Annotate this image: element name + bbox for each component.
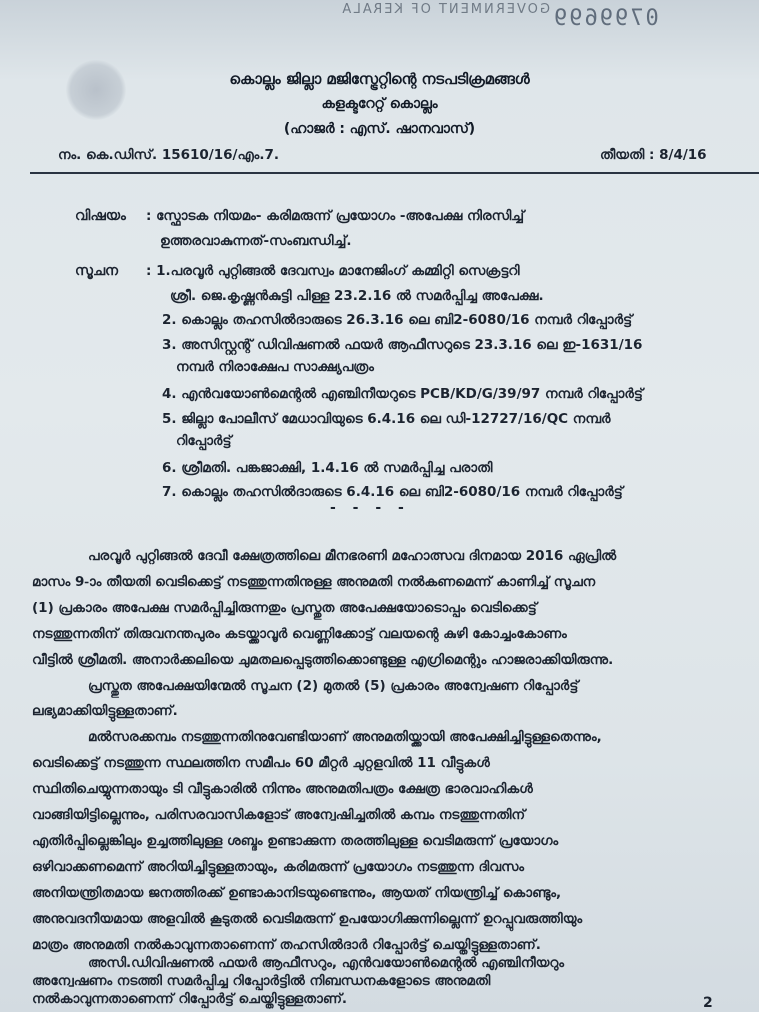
reference-item: : 1.പരവൂർ പുറ്റിങ്ങൽ ദേവസ്വം മാനേജിംഗ് കമ്മിറ്റി സെക്രട്ടറി bbox=[146, 263, 520, 279]
header-present: (ഹാജർ : എസ്. ഷാനവാസ്) bbox=[283, 121, 476, 137]
body-line: വാങ്ങിയിട്ടില്ലെന്നും, പരിസരവാസികളോട് അന്വേഷിച്ചതിൽ കമ്പം നടത്തുന്നതിന് bbox=[32, 807, 526, 823]
subject-label: വിഷയം bbox=[75, 208, 126, 224]
body-line: അന്വേഷണം നടത്തി സമർപ്പിച്ച റിപ്പോർട്ടിൽ നിബന്ധനകളോടെ അനുമതി bbox=[32, 973, 491, 989]
body-line: മാത്രം അനുമതി നൽകാവുന്നതാണെന്ന് തഹസിൽദാർ റിപ്പോർട്ട് ചെയ്തിട്ടുള്ളതാണ്. bbox=[32, 937, 541, 953]
section-separator: - - - - bbox=[330, 500, 410, 516]
references-label: സൂചന bbox=[75, 263, 119, 279]
header-title: കൊല്ലം ജില്ലാ മജിസ്ട്രേറ്റിന്റെ നടപടിക്രമങ്ങൾ bbox=[229, 70, 530, 88]
subject-line: : സ്ഫോടക നിയമം- കരിമരുന്ന് പ്രയോഗം -അപേക്ഷ നിരസിച്ച് bbox=[146, 208, 525, 224]
body-line: സ്ഥിതിചെയ്യുന്നതായും ടി വീട്ടുകാരിൽ നിന്നും അനുമതിപത്രം ക്ഷേത്ര ഭാരവാഹികൾ bbox=[32, 781, 533, 797]
serial-number: 0799699 bbox=[552, 6, 659, 31]
reference-item: ശ്രീ. ജെ.കൃഷ്ണൻകുട്ടി പിള്ള 23.2.16 ൽ സമർപ്പിച്ച അപേക്ഷ. bbox=[170, 288, 544, 304]
body-line: അസി.ഡിവിഷണൽ ഫയർ ആഫീസറും, എൻവയോൺമെന്റൽ എഞ്ചിനീയറും bbox=[88, 955, 565, 971]
body-line: നൽകാവുന്നതാണെന്ന് റിപ്പോർട്ട് ചെയ്തിട്ടുള്ളതാണ്. bbox=[32, 991, 348, 1007]
body-line: മൽസരക്കമ്പം നടത്തുന്നതിനുവേണ്ടിയാണ് അനുമതിയ്ക്കായി അപേക്ഷിച്ചിട്ടുള്ളതെന്നും, bbox=[88, 729, 602, 745]
page-number: 2 bbox=[703, 995, 713, 1011]
body-line: പ്രസ്തുത അപേക്ഷയിന്മേൽ സൂചന (2) മുതൽ (5) പ്രകാരം അന്വേഷണ റിപ്പോർട്ട് bbox=[88, 678, 579, 694]
reversed-stamp-text: GOVERNMENT OF KERALA bbox=[340, 2, 550, 17]
reference-date: തീയതി : 8/4/16 bbox=[600, 147, 707, 163]
body-line: പരവൂർ പുറ്റിങ്ങൽ ദേവീ ക്ഷേത്രത്തിലെ മീനഭരണി മഹോത്സവ ദിനമായ 2016 ഏപ്രിൽ bbox=[88, 548, 617, 564]
header-rule bbox=[30, 172, 759, 174]
reference-item: നമ്പർ നിരാക്ഷേപ സാക്ഷ്യപത്രം bbox=[176, 359, 374, 375]
body-line: (1) പ്രകാരം അപേക്ഷ സമർപ്പിച്ചിരുന്നതും പ്രസ്തുത അപേക്ഷയോടൊപ്പം വെടിക്കെട്ട് bbox=[32, 600, 537, 616]
reference-item: 6. ശ്രീമതി. പങ്കജാക്ഷി, 1.4.16 ൽ സമർപ്പിച്ച പരാതി bbox=[162, 460, 493, 476]
body-line: മാസം 9-ാം തീയതി വെടിക്കെട്ട് നടത്തുന്നതിനുള്ള അനുമതി നൽകണമെന്ന് കാണിച്ച് സൂചന bbox=[32, 574, 596, 590]
header-office: കളക്ടറേറ്റ് കൊല്ലം bbox=[321, 96, 438, 112]
reference-item: 5. ജില്ലാ പോലീസ് മേധാവിയുടെ 6.4.16 ലെ ഡി-12727/16/QC നമ്പർ bbox=[162, 411, 611, 427]
body-line: നടത്തുന്നതിന് തിരുവനന്തപുരം കടയ്ക്കാവൂർ വെണ്ണിക്കോട്ട് വലയന്റെ കുഴി കോച്ചംകോണം bbox=[32, 626, 567, 642]
reference-item: റിപ്പോർട്ട് bbox=[176, 433, 232, 449]
body-line: ഒഴിവാക്കണമെന്ന് അറിയിച്ചിട്ടുള്ളതായും, കരിമരുന്ന് പ്രയോഗം നടത്തുന്ന ദിവസം bbox=[32, 859, 525, 875]
body-line: വെടിക്കെട്ട് നടത്തുന്ന സ്ഥലത്തിന സമീപം 60 മീറ്റർ ചുറ്റളവിൽ 11 വീട്ടുകൾ bbox=[32, 755, 490, 771]
body-line: അനുവദനീയമായ അളവിൽ കൂടുതൽ വെടിമരുന്ന് ഉപയോഗിക്കുന്നില്ലെന്ന് ഉറപ്പുവരുത്തിയും bbox=[32, 911, 583, 927]
reference-item: 2. കൊല്ലം തഹസിൽദാരുടെ 26.3.16 ലെ ബി2-6080/16 നമ്പർ റിപ്പോർട്ട് bbox=[162, 312, 633, 328]
reference-number: നം. കെ.ഡിസ്. 15610/16/എം.7. bbox=[58, 147, 279, 163]
body-line: വീട്ടിൽ ശ്രീമതി. അനാർക്കലിയെ ചുമതലപ്പെടുത്തിക്കൊണ്ടുള്ള എഗ്രിമെന്റും ഹാജരാക്കിയിരുന്നു. bbox=[32, 652, 614, 668]
body-line: അനിയന്ത്രിതമായ ജനത്തിരക്ക് ഉണ്ടാകാനിടയുണ്ടെന്നും, ആയത് നിയന്ത്രിച്ച് കൊണ്ടും, bbox=[32, 885, 562, 901]
body-line: എതിർപ്പില്ലെങ്കിലും ഉച്ചത്തിലുള്ള ശബ്ദം ഉണ്ടാക്കുന്ന തരത്തിലുള്ള വെടിമരുന്ന് പ്രയോഗം bbox=[32, 833, 559, 849]
reference-item: 7. കൊല്ലം തഹസിൽദാരുടെ 6.4.16 ലെ ബി2-6080/16 നമ്പർ റിപ്പോർട്ട് bbox=[162, 484, 623, 500]
reference-item: 4. എൻവയോൺമെന്റൽ എഞ്ചിനീയറുടെ PCB/KD/G/39/97 നമ്പർ റിപ്പോർട്ട് bbox=[162, 386, 643, 402]
reference-item: 3. അസിസ്റ്റന്റ് ഡിവിഷണൽ ഫയർ ആഫീസറുടെ 23.3.16 ലെ ഇ-1631/16 bbox=[162, 337, 643, 353]
body-line: ലഭ്യമാക്കിയിട്ടുള്ളതാണ്. bbox=[32, 703, 178, 719]
subject-line: ഉത്തരവാകുന്നത്-സംബന്ധിച്ച്. bbox=[160, 233, 352, 249]
